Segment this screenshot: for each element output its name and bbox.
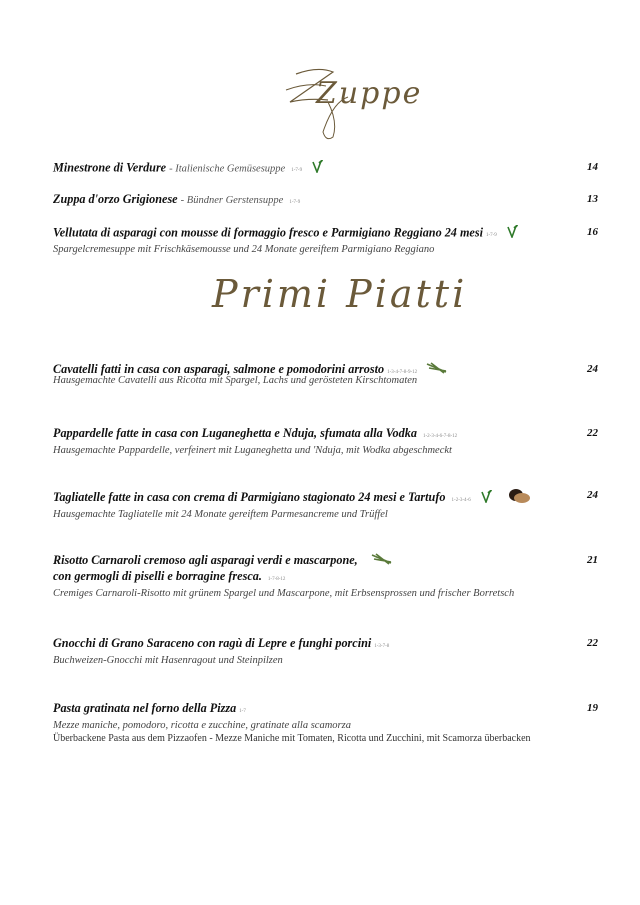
- allergen-codes: 1-7: [239, 709, 246, 714]
- allergen-codes: 1-2-3-4-6: [451, 497, 471, 503]
- price: 24: [587, 363, 598, 375]
- dish-name-line2: con germogli di piselli e borragine fresca.: [53, 569, 262, 584]
- allergen-codes: 1-2-3-4-6-7-8-12: [422, 434, 458, 439]
- menu-item: [53, 488, 598, 521]
- menu-item: [53, 426, 598, 457]
- dish-name: Risotto Carnaroli cremoso agli asparagi verdi e mascarpone,: [53, 553, 358, 567]
- allergen-codes: 1-3-7-8: [374, 644, 390, 649]
- price: 13: [587, 193, 598, 205]
- primi-title-text: Primi Piatti: [212, 272, 468, 316]
- dish-name: Pappardelle fatte in casa con Luganeghetta e Nduja, sfumata alla Vodka: [53, 426, 417, 440]
- dish-description-german: Überbackene Pasta aus dem Pizzaofen - Mezze Maniche mit Tomaten, Ricotta und Zucchini, mit Scamorza überbacken: [53, 733, 531, 744]
- dish-description-german: Buchweizen-Gnocchi mit Hasenragout und Steinpilzen: [53, 655, 283, 666]
- dish-description-german: Hausgemachte Pappardelle, verfeinert mit Luganeghetta und 'Nduja, mit Wodka abgeschmeckt: [53, 445, 452, 456]
- dish-name: Pasta gratinata nel forno della Pizza: [53, 701, 237, 715]
- allergen-codes: 1-7-9: [289, 200, 301, 205]
- menu-item: [53, 636, 598, 667]
- truffle-icon: [507, 488, 531, 508]
- dish-name: Zuppa d'orzo Grigionese: [53, 192, 178, 206]
- dish-description-german: Hausgemachte Cavatelli aus Ricotta mit Spargel, Lachs und gerösteten Kirschtomaten: [53, 375, 418, 386]
- menu-item: [53, 701, 598, 745]
- dish-name: Vellutata di asparagi con mousse di formaggio fresco e Parmigiano Reggiano 24 mesi: [53, 225, 483, 240]
- dish-description-german: Spargelcremesuppe mit Frischkäsemousse und 24 Monate gereiftem Parmigiano Reggiano: [53, 244, 435, 256]
- dish-name: Tagliatelle fatte in casa con crema di Parmigiano stagionato 24 mesi e Tartufo: [53, 489, 446, 504]
- menu-item: [53, 553, 598, 600]
- menu-item: [53, 160, 598, 178]
- dish-name: Minestrone di Verdure: [53, 160, 167, 175]
- price: 19: [587, 702, 598, 714]
- allergen-codes: 1-7-9: [485, 233, 497, 239]
- section-title-zuppe: [278, 62, 423, 142]
- price: 22: [587, 427, 598, 439]
- asparagus-icon: [371, 553, 393, 569]
- price: 16: [587, 226, 598, 238]
- dish-name: Cavatelli fatti in casa con asparagi, salmone e pomodorini arrosto: [53, 362, 385, 376]
- price: 22: [587, 637, 598, 649]
- price: 14: [587, 161, 598, 173]
- menu-item: [53, 225, 598, 256]
- dish-name-german: - Italienische Gemüsesuppe: [169, 163, 286, 175]
- menu-item: [53, 192, 598, 210]
- dish-name-german: - Bündner Gerstensuppe: [180, 195, 284, 206]
- allergen-codes: 1-7-9: [291, 168, 303, 174]
- vegetarian-sprout-icon: [311, 160, 323, 177]
- dish-description-italian: Mezze maniche, pomodoro, ricotta e zucchine, gratinate alla scamorza: [53, 720, 351, 731]
- section-title-primi-piatti: [212, 272, 467, 316]
- dish-description-german: Hausgemachte Tagliatelle mit 24 Monate gereiftem Parmesancreme und Trüffel: [53, 509, 388, 520]
- allergen-codes: 1-7-8-12: [267, 577, 286, 583]
- price: 24: [587, 489, 598, 501]
- zuppe-title-text: Zuppe: [316, 76, 423, 111]
- menu-item: [53, 362, 598, 387]
- dish-description-german: Cremiges Carnaroli-Risotto mit grünem Spargel und Mascarpone, mit Erbsensprossen und frischer Borretsch: [53, 588, 515, 600]
- price: 21: [587, 554, 598, 566]
- allergen-codes: 1-3-4-7-8-9-12: [387, 370, 418, 375]
- asparagus-icon: [426, 362, 448, 378]
- dish-name: Gnocchi di Grano Saraceno con ragù di Lepre e funghi porcini: [53, 636, 372, 650]
- vegetarian-sprout-icon: [506, 225, 518, 242]
- vegetarian-sprout-icon: [480, 490, 492, 507]
